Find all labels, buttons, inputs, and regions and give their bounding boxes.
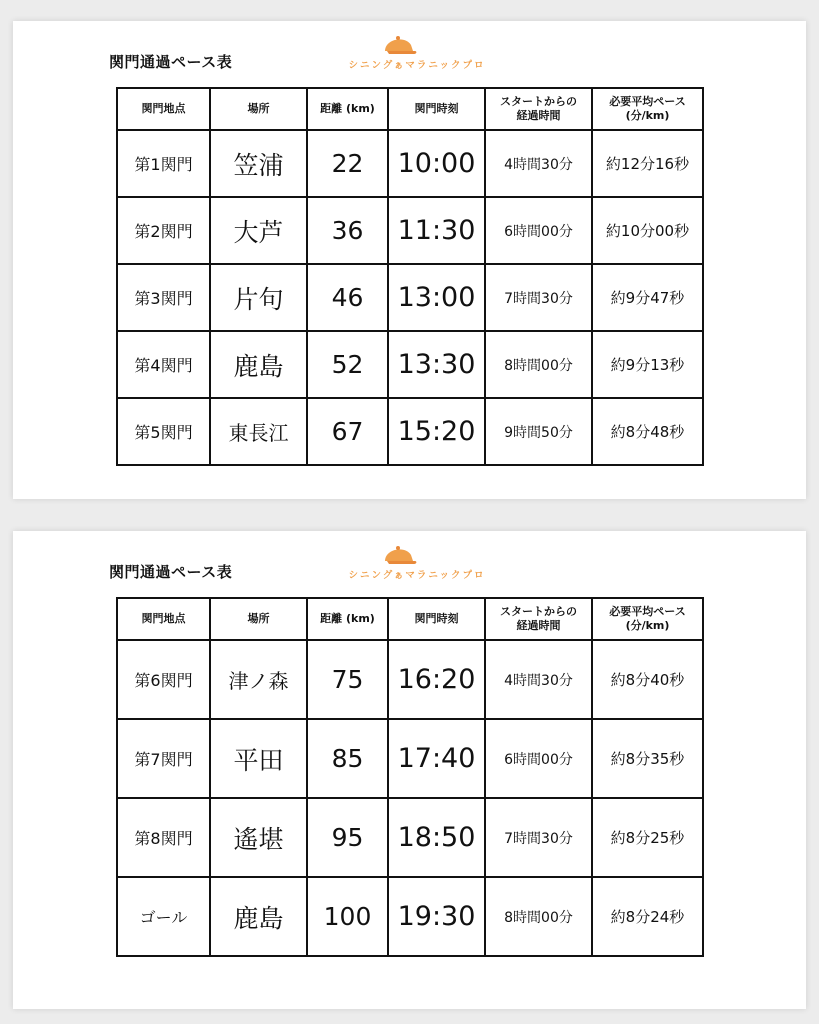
header-elapsed: スタートからの 経過時間: [485, 598, 592, 640]
header-gate: 関門地点: [117, 598, 210, 640]
cell-distance: 52: [307, 331, 388, 398]
cell-place: 大芦: [210, 197, 307, 264]
cell-time: 13:00: [388, 264, 485, 331]
cell-pace: 約8分35秒: [592, 719, 703, 798]
table-row: [117, 640, 703, 719]
cap-icon: [379, 33, 419, 57]
cell-place: 片句: [210, 264, 307, 331]
header-gate: 関門地点: [117, 88, 210, 130]
cell-pace: 約9分47秒: [592, 264, 703, 331]
cell-pace: 約10分00秒: [592, 197, 703, 264]
table-row: [117, 331, 703, 398]
cell-time: 19:30: [388, 877, 485, 956]
cell-pace: 約12分16秒: [592, 130, 703, 197]
header-time: 関門時刻: [388, 598, 485, 640]
cell-gate: 第2関門: [117, 197, 210, 264]
table-row: [117, 798, 703, 877]
cell-distance: 22: [307, 130, 388, 197]
cell-elapsed: 9時間50分: [485, 398, 592, 465]
header-distance: 距離 (km): [307, 598, 388, 640]
logo-text: シニングぁマラニックプロ: [348, 60, 486, 71]
cell-pace: 約8分48秒: [592, 398, 703, 465]
cell-distance: 46: [307, 264, 388, 331]
cell-gate: 第5関門: [117, 398, 210, 465]
cell-place: 平田: [210, 719, 307, 798]
logo-text: シニングぁマラニックプロ: [348, 570, 486, 581]
cell-elapsed: 8時間00分: [485, 877, 592, 956]
cell-gate: 第4関門: [117, 331, 210, 398]
logo: [327, 543, 507, 583]
cell-pace: 約8分25秒: [592, 798, 703, 877]
cell-time: 10:00: [388, 130, 485, 197]
cell-pace: 約9分13秒: [592, 331, 703, 398]
cell-elapsed: 6時間00分: [485, 719, 592, 798]
sheet-title: 関門通過ペース表: [109, 53, 233, 71]
cell-distance: 36: [307, 197, 388, 264]
cell-time: 13:30: [388, 331, 485, 398]
table-row: [117, 877, 703, 956]
cell-distance: 100: [307, 877, 388, 956]
cell-gate: ゴール: [117, 877, 210, 956]
cell-gate: 第6関門: [117, 640, 210, 719]
pace-table: [116, 597, 704, 957]
table-row: [117, 197, 703, 264]
header-time: 関門時刻: [388, 88, 485, 130]
pace-sheet-2: [13, 531, 806, 1009]
table-row: [117, 264, 703, 331]
cell-time: 18:50: [388, 798, 485, 877]
cell-elapsed: 6時間00分: [485, 197, 592, 264]
cell-distance: 95: [307, 798, 388, 877]
table-row: [117, 130, 703, 197]
cell-elapsed: 7時間30分: [485, 798, 592, 877]
pace-table: [116, 87, 704, 466]
cell-distance: 75: [307, 640, 388, 719]
header-place: 場所: [210, 598, 307, 640]
pace-sheet-1: [13, 21, 806, 499]
cell-time: 15:20: [388, 398, 485, 465]
logo: [327, 33, 507, 73]
cell-place: 鹿島: [210, 877, 307, 956]
cell-pace: 約8分40秒: [592, 640, 703, 719]
cell-gate: 第3関門: [117, 264, 210, 331]
cell-place: 東長江: [210, 398, 307, 465]
header-elapsed: スタートからの 経過時間: [485, 88, 592, 130]
cell-time: 17:40: [388, 719, 485, 798]
cell-distance: 67: [307, 398, 388, 465]
cap-icon: [379, 543, 419, 567]
header-pace: 必要平均ペース (分/km): [592, 88, 703, 130]
cell-distance: 85: [307, 719, 388, 798]
cell-elapsed: 8時間00分: [485, 331, 592, 398]
cell-place: 鹿島: [210, 331, 307, 398]
header-distance: 距離 (km): [307, 88, 388, 130]
cell-time: 11:30: [388, 197, 485, 264]
cell-gate: 第7関門: [117, 719, 210, 798]
cell-elapsed: 4時間30分: [485, 640, 592, 719]
table-row: [117, 398, 703, 465]
cell-elapsed: 4時間30分: [485, 130, 592, 197]
cell-place: 笠浦: [210, 130, 307, 197]
table-row: [117, 719, 703, 798]
cell-time: 16:20: [388, 640, 485, 719]
table-header-row: [117, 88, 703, 130]
cell-gate: 第1関門: [117, 130, 210, 197]
table-header-row: [117, 598, 703, 640]
header-place: 場所: [210, 88, 307, 130]
header-pace: 必要平均ペース (分/km): [592, 598, 703, 640]
cell-place: 遙堪: [210, 798, 307, 877]
cell-elapsed: 7時間30分: [485, 264, 592, 331]
cell-pace: 約8分24秒: [592, 877, 703, 956]
cell-gate: 第8関門: [117, 798, 210, 877]
cell-place: 津ノ森: [210, 640, 307, 719]
sheet-title: 関門通過ペース表: [109, 563, 233, 581]
